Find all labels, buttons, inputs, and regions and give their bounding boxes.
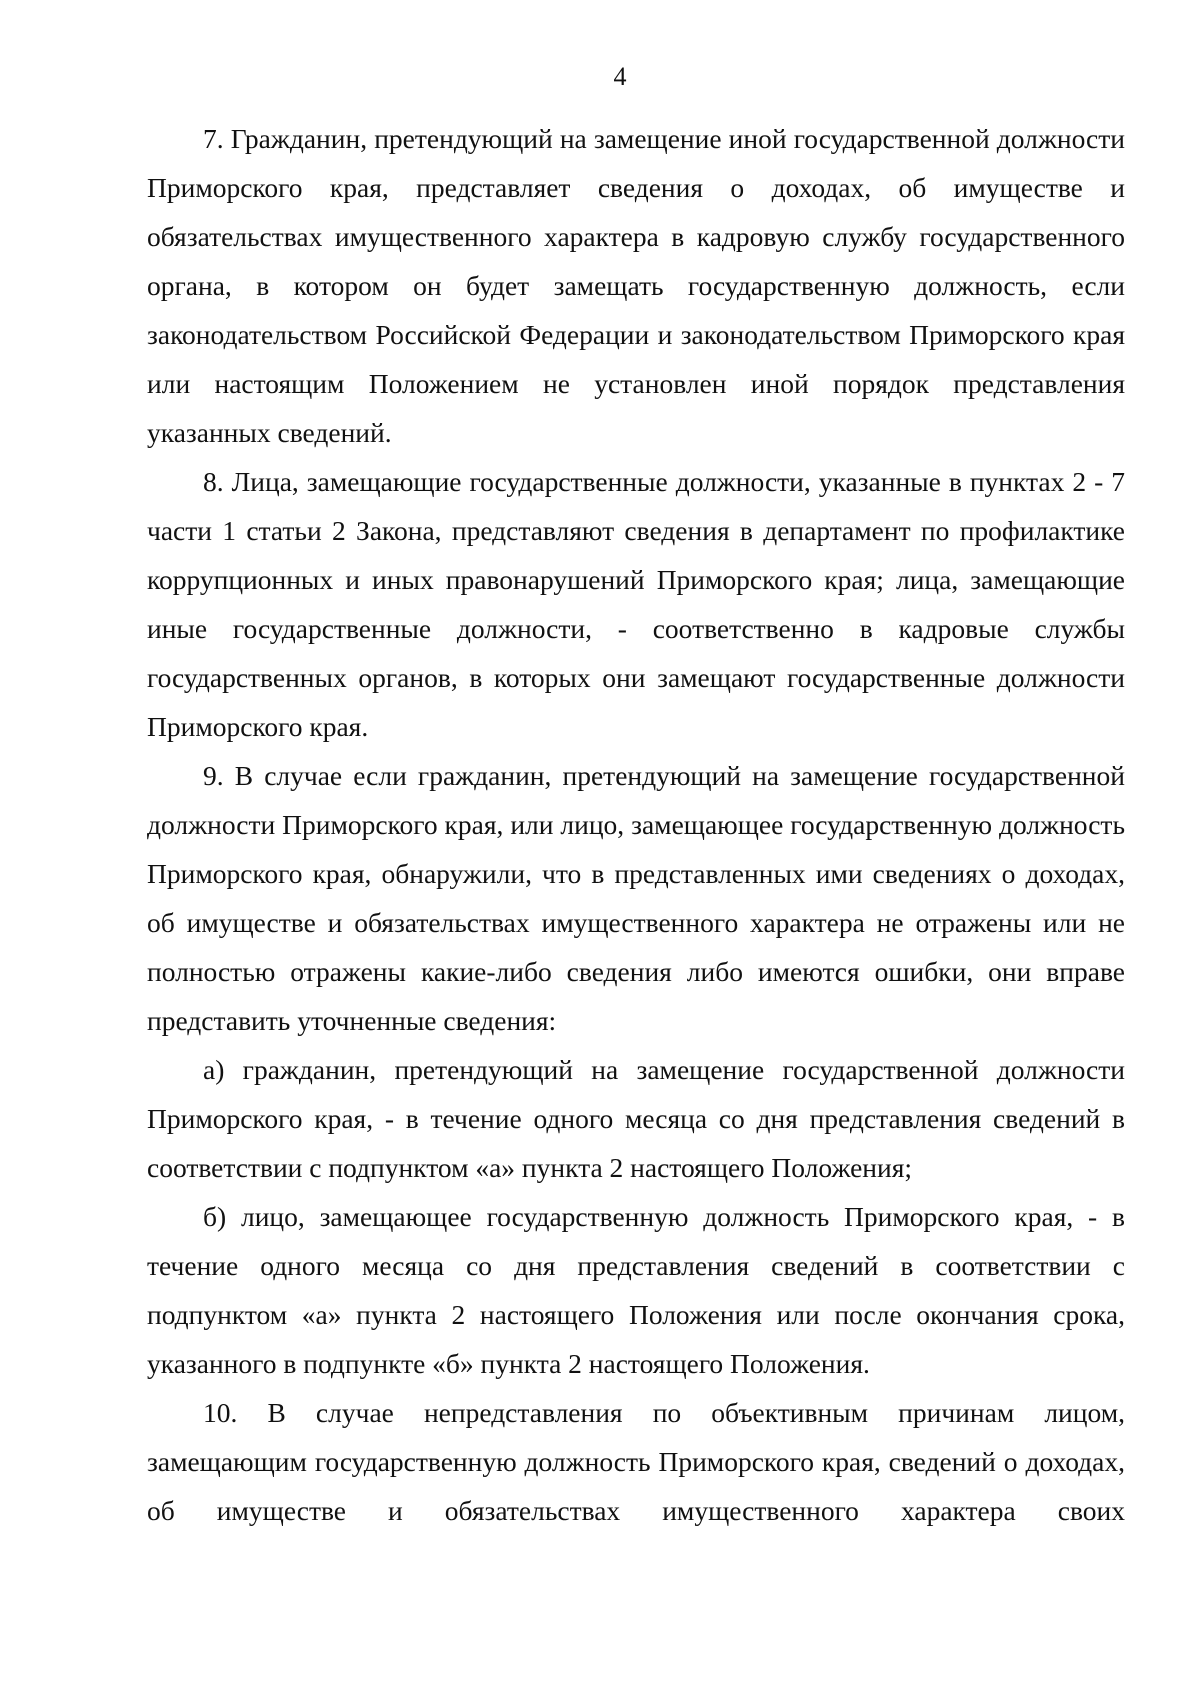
paragraph-7: 7. Гражданин, претендующий на замещение иной государственной должности Приморского края, представляет сведения о доходах, об имуществе и обязательствах имущественного характера в кадровую службу государственного органа, в котором он будет замещать государственную должность, если законодательством Российской Федерации и законодательством Приморского края или настоящим Положением не установлен иной порядок представления указанных сведений. bbox=[147, 123, 1125, 448]
paragraph-10: 10. В случае непредставления по объективным причинам лицом, замещающим государственную должность Приморского края, сведений о доходах, об имуществе и обязательствах имущественного характера своих bbox=[147, 1397, 1125, 1526]
paragraph-8: 8. Лица, замещающие государственные должности, указанные в пунктах 2 - 7 части 1 статьи 2 Закона, представляют сведения в департамент по профилактике коррупционных и иных правонарушений Приморского края; лица, замещающие иные государственные должности, - соответственно в кадровые службы государственных органов, в которых они замещают государственные должности Приморского края. bbox=[147, 466, 1125, 742]
document-body bbox=[147, 114, 1125, 1535]
page-number: 4 bbox=[613, 62, 627, 91]
paragraph-9: 9. В случае если гражданин, претендующий на замещение государственной должности Приморского края, или лицо, замещающее государственную должность Приморского края, обнаружили, что в представленных ими сведениях о доходах, об имуществе и обязательствах имущественного характера не отражены или не полностью отражены какие-либо сведения либо имеются ошибки, они вправе представить уточненные сведения: bbox=[147, 760, 1125, 1036]
subparagraph-a: а) гражданин, претендующий на замещение государственной должности Приморского края, - в течение одного месяца со дня представления сведений в соответствии с подпунктом «а» пункта 2 настоящего Положения; bbox=[147, 1054, 1125, 1183]
subparagraph-b: б) лицо, замещающее государственную должность Приморского края, - в течение одного месяца со дня представления сведений в соответствии с подпунктом «а» пункта 2 настоящего Положения или после окончания срока, указанного в подпункте «б» пункта 2 настоящего Положения. bbox=[147, 1201, 1125, 1379]
